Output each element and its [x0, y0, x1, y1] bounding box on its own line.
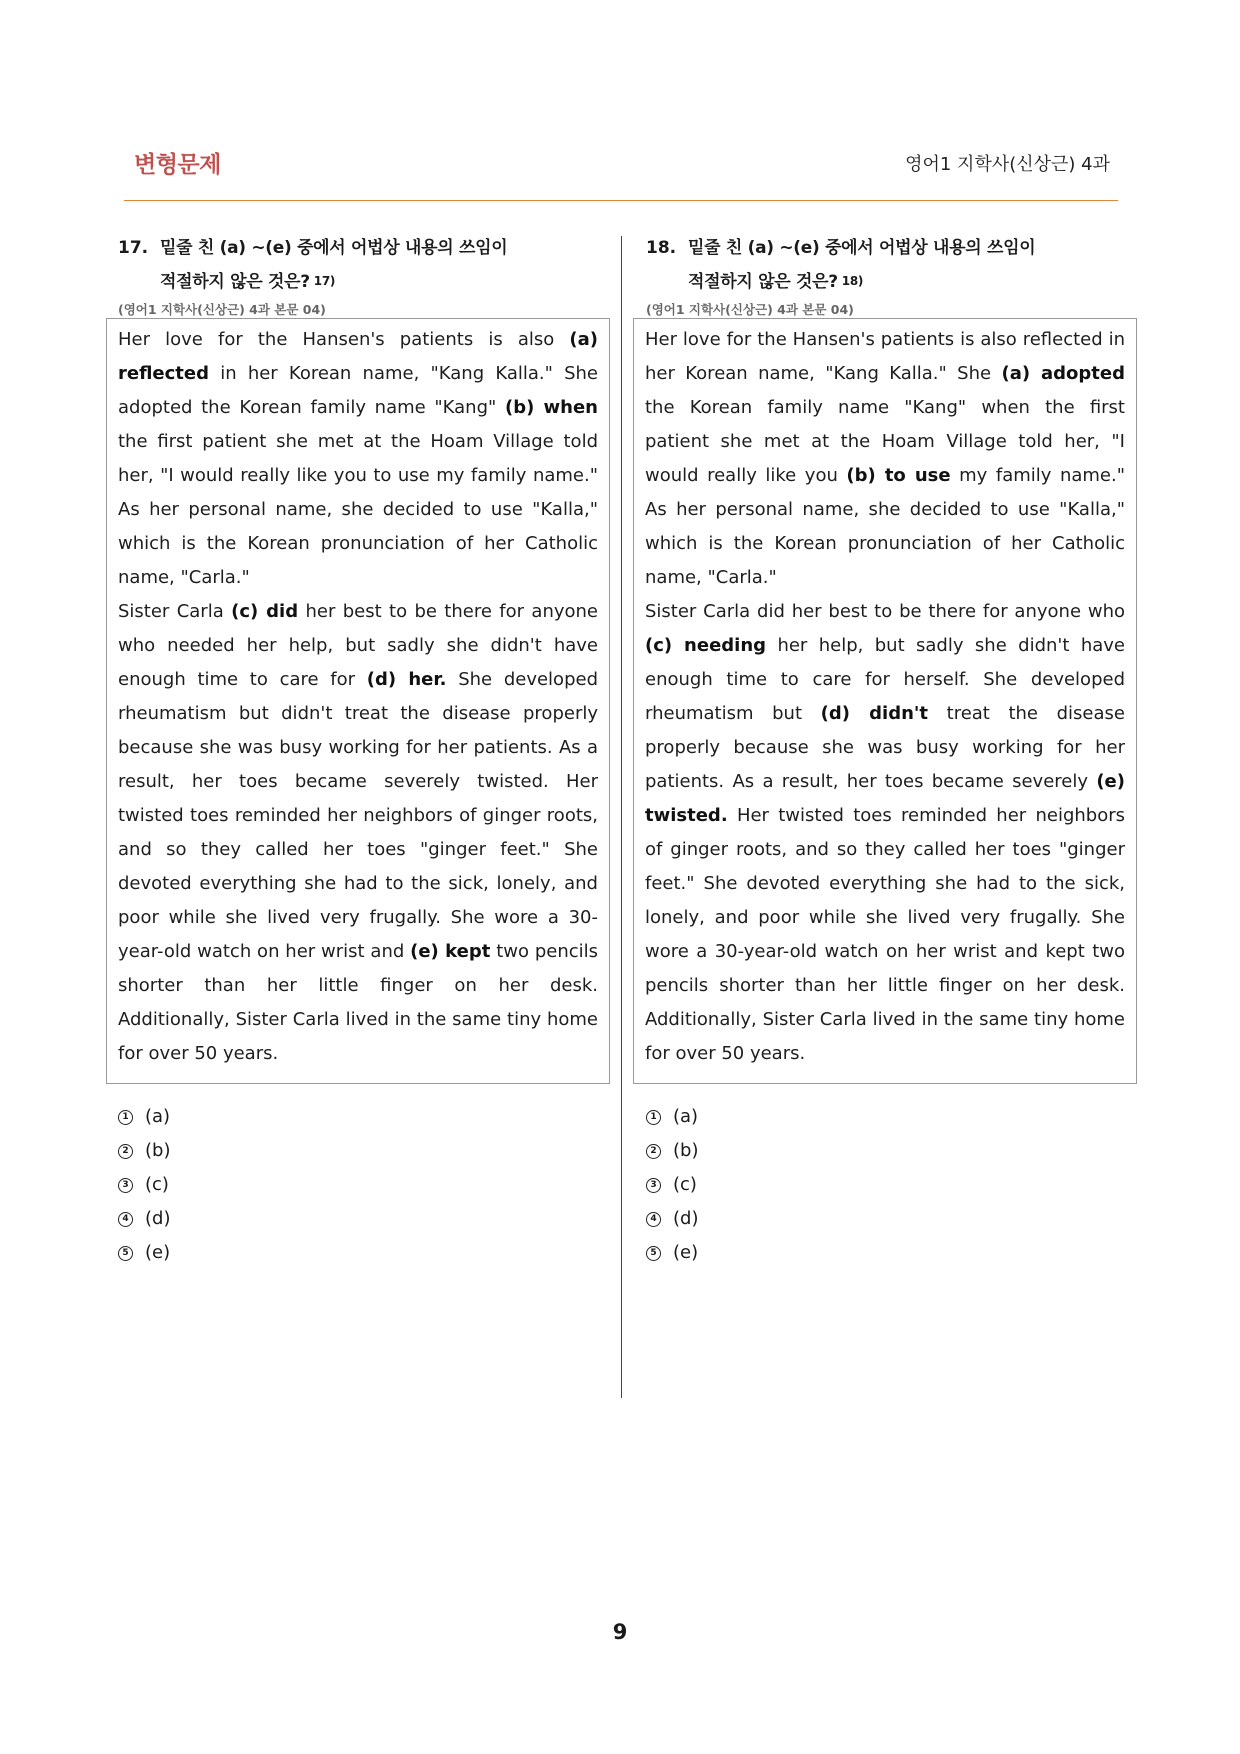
- question-number: 17.: [118, 238, 149, 258]
- choice-label: (c): [673, 1174, 697, 1195]
- question-line-1: 밑줄 친 (a) ~(e) 중에서 어법상 내용의 쓰임이: [160, 238, 508, 258]
- passage-text: [645, 323, 1125, 1071]
- passage-span: my family name." As her personal name, she decided to use "Kalla," which is the Korean pronunciation of her Catholic name, "Carla.": [645, 465, 1125, 588]
- question-prompt: [118, 232, 622, 299]
- choice-label: (e): [673, 1242, 699, 1263]
- passage-span: the first patient she met at the Hoam Village told her, "I would really like you to use my family name." As her personal name, she decided to use "Kalla," which is the Korean pronunciation of her Catholic name, "Carla.": [118, 431, 598, 588]
- question-line-2: [646, 265, 1150, 299]
- choice-label: (c): [145, 1174, 169, 1195]
- underlined-target: (c) did: [231, 601, 299, 622]
- question-prompt: [646, 232, 1150, 299]
- question-number: 18.: [646, 238, 677, 258]
- page-number: 9: [612, 1620, 628, 1644]
- choice-label: (d): [145, 1208, 171, 1229]
- underlined-target: (d) her.: [366, 669, 447, 690]
- choice-label: (a): [145, 1106, 171, 1127]
- choice-list: [118, 1100, 170, 1270]
- underlined-target: (b) when: [504, 397, 598, 418]
- passage-span: Sister Carla: [118, 601, 232, 622]
- choice-number-icon: 4: [646, 1212, 661, 1227]
- column-divider: [621, 236, 622, 1398]
- choice-label: (b): [673, 1140, 699, 1161]
- header-divider: [124, 200, 1118, 201]
- answer-choice[interactable]: [118, 1236, 170, 1270]
- passage-span: Sister Carla did her best to be there for anyone who: [645, 601, 1125, 622]
- question-source: (영어1 지학사(신상근) 4과 본문 04): [118, 302, 326, 317]
- answer-choice[interactable]: [646, 1100, 698, 1134]
- choice-label: (d): [673, 1208, 699, 1229]
- passage-span: Her love for the Hansen's patients is also: [118, 329, 570, 350]
- question-17: [118, 232, 622, 320]
- section-title: 변형문제: [134, 152, 221, 178]
- textbook-label: 영어1 지학사(신상근) 4과: [905, 154, 1110, 175]
- answer-choice[interactable]: [646, 1168, 698, 1202]
- underlined-target: (b) to use: [846, 465, 951, 486]
- answer-choice[interactable]: [118, 1100, 170, 1134]
- question-line-2: [118, 265, 622, 299]
- footnote-ref: 17): [313, 274, 336, 288]
- passage-span: Her love for the Hansen's patients is also reflected in her Korean name, "Kang Kalla." She: [645, 329, 1125, 384]
- passage-span: her help, but sadly she didn't have enough time to care for herself. She developed rheumatism but: [645, 635, 1125, 724]
- choice-label: (a): [673, 1106, 699, 1127]
- choice-number-icon: 2: [646, 1144, 661, 1159]
- underlined-target: (e) twisted.: [645, 771, 1125, 826]
- choice-number-icon: 1: [118, 1110, 133, 1125]
- passage-span: She developed rheumatism but didn't treat the disease properly because she was busy working for her patients. As a result, her toes became severely twisted. Her twisted toes reminded her neighbors of ginger roots, and so they called her toes "ginger feet." She devoted everything she had to the sick, lonely, and poor while she lived very frugally. She wore a 30-year-old watch on her wrist and: [118, 669, 598, 962]
- footnote-ref: 18): [841, 274, 864, 288]
- question-line-1: 밑줄 친 (a) ~(e) 중에서 어법상 내용의 쓰임이: [688, 238, 1036, 258]
- answer-choice[interactable]: [118, 1168, 170, 1202]
- choice-list: [646, 1100, 698, 1270]
- underlined-target: (a) reflected: [118, 329, 598, 384]
- answer-choice[interactable]: [646, 1202, 698, 1236]
- question-source: (영어1 지학사(신상근) 4과 본문 04): [646, 302, 854, 317]
- question-line-2-text: 적절하지 않은 것은?: [160, 272, 310, 292]
- passage-text: [118, 323, 598, 1071]
- choice-number-icon: 3: [118, 1178, 133, 1193]
- answer-choice[interactable]: [646, 1134, 698, 1168]
- passage-span: treat the disease properly because she was busy working for her patients. As a result, her toes became severely: [645, 703, 1125, 792]
- question-18: [646, 232, 1150, 320]
- choice-number-icon: 5: [118, 1246, 133, 1261]
- passage-span: Her twisted toes reminded her neighbors of ginger roots, and so they called her toes "ginger feet." She devoted everything she had to the sick, lonely, and poor while she lived very frugally. She wore a 30-year-old watch on her wrist and kept two pencils shorter than her little finger on her desk. Additionally, Sister Carla lived in the same tiny home for over 50 years.: [645, 805, 1125, 1064]
- passage-span: two pencils shorter than her little finger on her desk. Additionally, Sister Carla lived in the same tiny home for over 50 years.: [118, 941, 599, 1064]
- underlined-target: (e) kept: [410, 941, 491, 962]
- answer-choice[interactable]: [118, 1202, 170, 1236]
- choice-number-icon: 1: [646, 1110, 661, 1125]
- choice-label: (e): [145, 1242, 171, 1263]
- choice-number-icon: 3: [646, 1178, 661, 1193]
- question-line-2-text: 적절하지 않은 것은?: [688, 272, 838, 292]
- underlined-target: (a) adopted: [1001, 363, 1125, 384]
- choice-number-icon: 2: [118, 1144, 133, 1159]
- choice-number-icon: 5: [646, 1246, 661, 1261]
- choice-number-icon: 4: [118, 1212, 133, 1227]
- answer-choice[interactable]: [118, 1134, 170, 1168]
- passage-box: [633, 318, 1137, 1084]
- passage-span: in her Korean name, "Kang Kalla." She adopted the Korean family name "Kang": [118, 363, 598, 418]
- passage-span: the Korean family name "Kang" when the first patient she met at the Hoam Village told her, "I would really like you: [645, 397, 1125, 486]
- passage-span: her best to be there for anyone who needed her help, but sadly she didn't have enough time to care for: [118, 601, 598, 690]
- answer-choice[interactable]: [646, 1236, 698, 1270]
- underlined-target: (c) needing: [645, 635, 767, 656]
- choice-label: (b): [145, 1140, 171, 1161]
- passage-box: [106, 318, 610, 1084]
- underlined-target: (d) didn't: [820, 703, 929, 724]
